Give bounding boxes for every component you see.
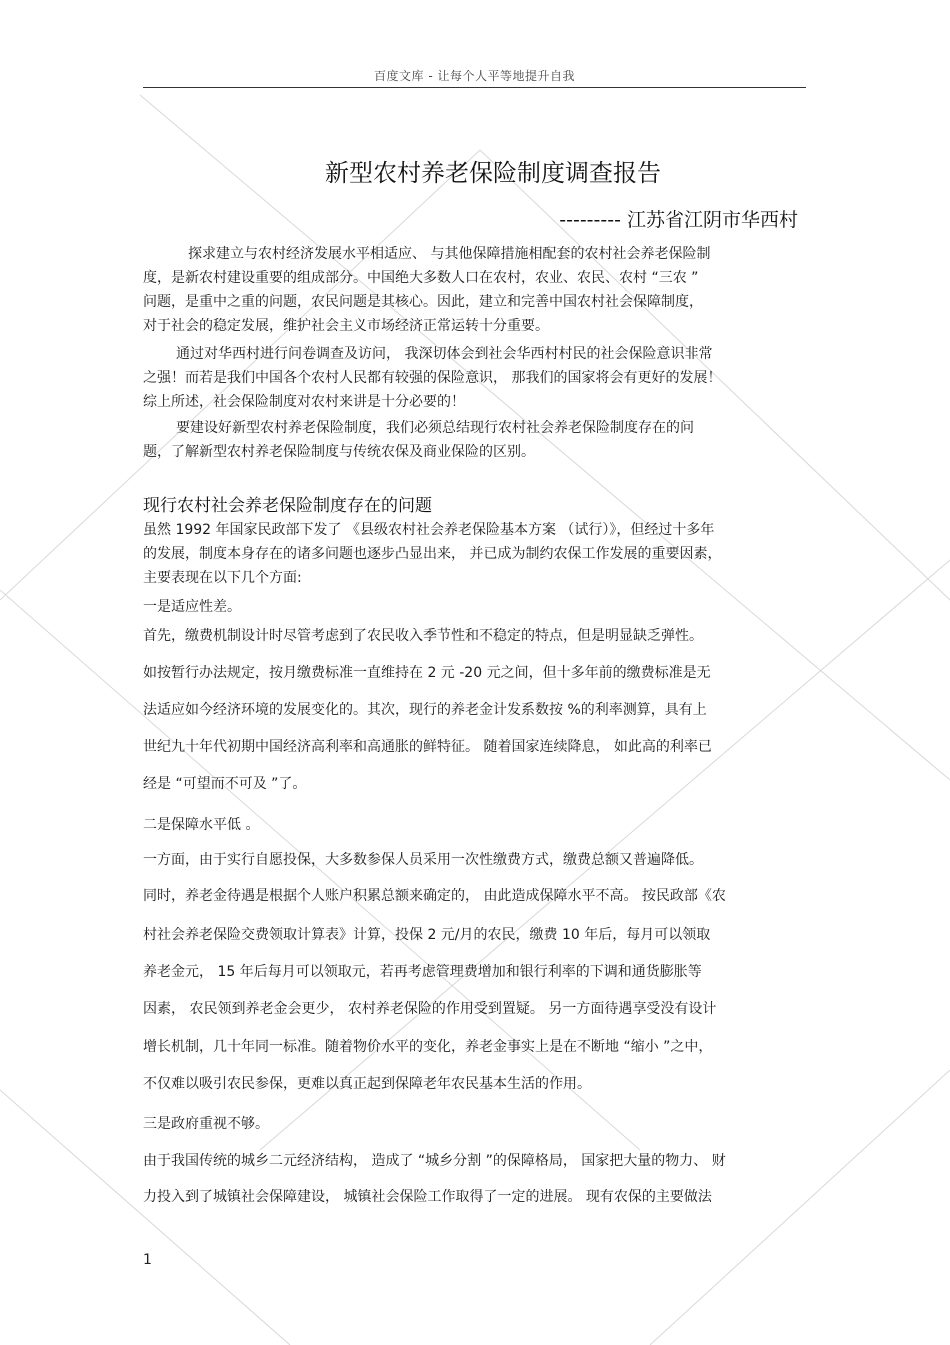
section-intro <box>143 518 808 590</box>
text-line: 养老金元， 15 年后每月可以领取元，若再考虑管理费增加和银行利率的下调和通货膨胀等 <box>143 964 702 980</box>
text-line: 法适应如今经济环境的发展变化的。其次，现行的养老金计发系数按 %的利率测算，具有上 <box>143 702 707 718</box>
text-line: 题，了解新型农村养老保险制度与传统农保及商业保险的区别。 <box>143 444 535 460</box>
point-2-label: 二是保障水平低 。 <box>143 817 260 833</box>
text-line: 度，是新农村建设重要的组成部分。中国绝大多数人口在农村，农业、农民、农村 “三农 ” <box>143 270 699 286</box>
intro-paragraph-1 <box>143 242 808 338</box>
intro-paragraph-2 <box>143 342 808 414</box>
text-line: 增长机制，几十年同一标准。随着物价水平的变化，养老金事实上是在不断地 “缩小 ”之中， <box>143 1039 713 1055</box>
text-line: 之强！而若是我们中国各个农村人民都有较强的保险意识， 那我们的国家将会有更好的发展！ <box>143 370 722 386</box>
text-line: 一方面，由于实行自愿投保，大多数参保人员采用一次性缴费方式，缴费总额又普遍降低。 <box>143 852 703 868</box>
page-number: 1 <box>143 1252 152 1268</box>
text-line: 同时，养老金待遇是根据个人账户积累总额来确定的， 由此造成保障水平不高。 按民政部《农 <box>143 888 726 904</box>
page-header: 百度文库 - 让每个人平等地提升自我 <box>374 69 575 83</box>
text-line: 由于我国传统的城乡二元经济结构， 造成了 “城乡分割 ”的保障格局， 国家把大量的物力、 财 <box>143 1153 726 1169</box>
text-line: 主要表现在以下几个方面: <box>143 570 302 586</box>
text-line: 首先，缴费机制设计时尽管考虑到了农民收入季节性和不稳定的特点，但是明显缺乏弹性。 <box>143 628 703 644</box>
text-line: 力投入到了城镇社会保障建设， 城镇社会保险工作取得了一定的进展。 现有农保的主要做法 <box>143 1189 712 1205</box>
text-line: 因素， 农民领到养老金会更少， 农村养老保险的作用受到置疑。 另一方面待遇享受没有设计 <box>143 1001 717 1017</box>
section-heading: 现行农村社会养老保险制度存在的问题 <box>143 496 432 516</box>
text-line: 要建设好新型农村养老保险制度，我们必须总结现行农村社会养老保险制度存在的问 <box>176 420 694 436</box>
text-line: 的发展，制度本身存在的诸多问题也逐步凸显出来， 并已成为制约农保工作发展的重要因素， <box>143 546 722 562</box>
text-line: 通过对华西村进行问卷调查及访问， 我深切体会到社会华西村村民的社会保险意识非常 <box>176 346 713 362</box>
text-line: 世纪九十年代初期中国经济高利率和高通胀的鲜特征。 随着国家连续降息， 如此高的利率已 <box>143 739 712 755</box>
document-title: 新型农村养老保险制度调查报告 <box>325 159 661 187</box>
point-1-label: 一是适应性差。 <box>143 599 241 615</box>
intro-paragraph-3 <box>143 416 808 464</box>
header-divider <box>143 87 806 88</box>
text-line: 经是 “可望而不可及 ”了。 <box>143 776 307 792</box>
text-line: 探求建立与农村经济发展水平相适应、 与其他保障措施相配套的农村社会养老保险制 <box>188 246 711 262</box>
text-line: 村社会养老保险交费领取计算表》计算，投保 2 元/月的农民，缴费 10 年后，每月可以领取 <box>143 927 711 943</box>
point-3-label: 三是政府重视不够。 <box>143 1116 269 1132</box>
text-line: 不仅难以吸引农民参保，更难以真正起到保障老年农民基本生活的作用。 <box>143 1076 591 1092</box>
text-line: 问题，是重中之重的问题，农民问题是其核心。因此，建立和完善中国农村社会保障制度， <box>143 294 703 310</box>
document-subtitle: --------- 江苏省江阴市华西村 <box>559 209 798 231</box>
text-line: 如按暂行办法规定，按月缴费标准一直维持在 2 元 -20 元之间，但十多年前的缴费标准是无 <box>143 665 711 681</box>
text-line: 虽然 1992 年国家民政部下发了 《县级农村社会养老保险基本方案 （试行）》，但经过十多年 <box>143 522 715 538</box>
text-line: 对于社会的稳定发展，维护社会主义市场经济正常运转十分重要。 <box>143 318 549 334</box>
text-line: 综上所述，社会保险制度对农村来讲是十分必要的！ <box>143 394 465 410</box>
